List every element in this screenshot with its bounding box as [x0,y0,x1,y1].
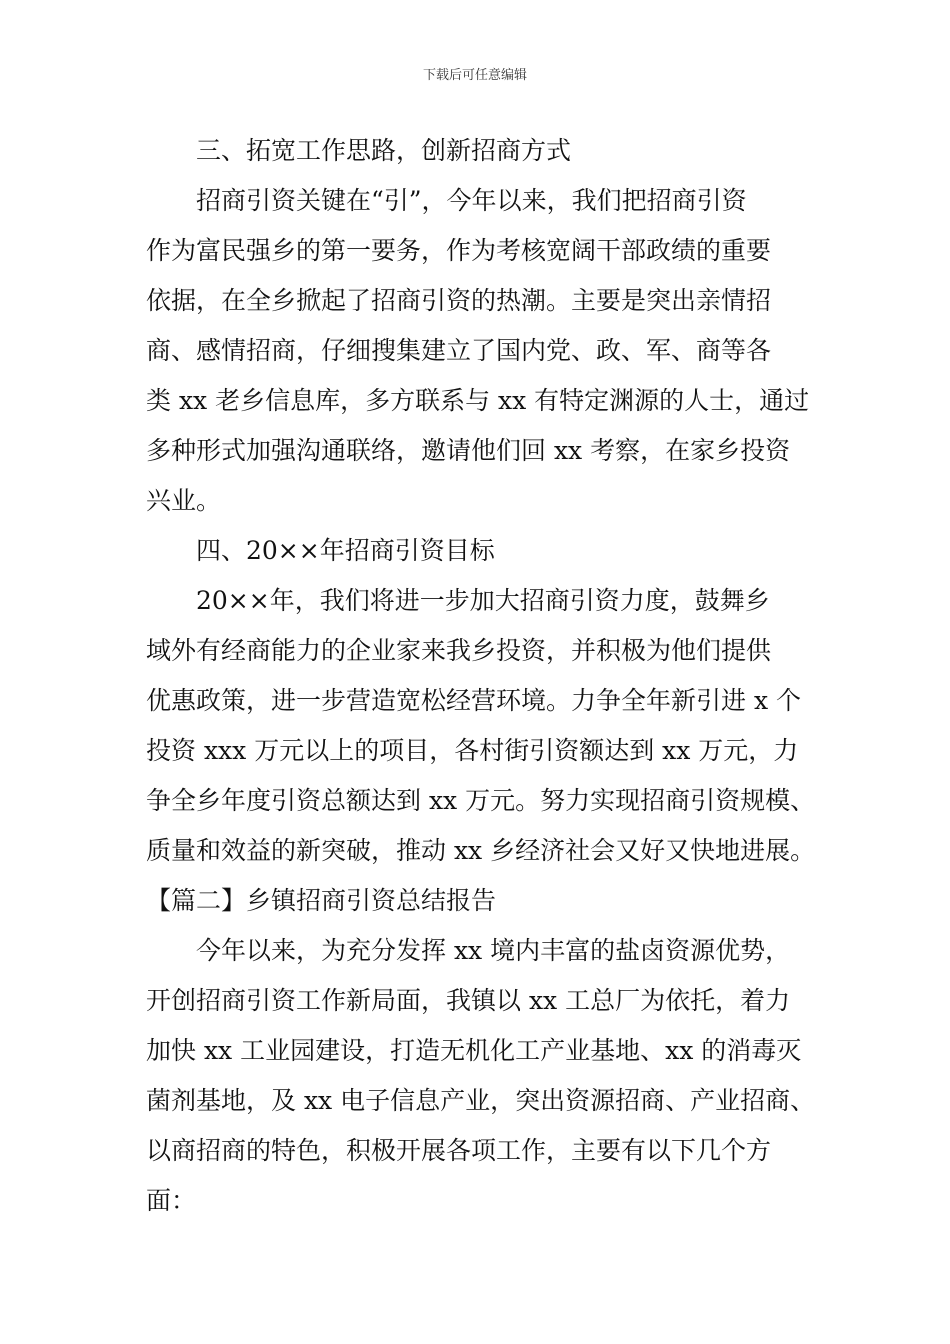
text-line: 兴业。 [146,486,222,515]
text-line: 加快 xx 工业园建设，打造无机化工产业基地、xx 的消毒灭 [146,1036,802,1065]
text-line: 【篇二】乡镇招商引资总结报告 [146,886,497,915]
document-body [146,126,836,1226]
text-line: 投资 xxx 万元以上的项目，各村街引资额达到 xx 万元，力 [146,736,799,765]
text-line: 三、拓宽工作思路，创新招商方式 [196,136,572,165]
text-line: 质量和效益的新突破，推动 xx 乡经济社会又好又快地进展。 [146,836,816,865]
text-line: 今年以来，为充分发挥 xx 境内丰富的盐卤资源优势， [196,936,791,965]
text-line: 20××年，我们将进一步加大招商引资力度，鼓舞乡 [196,586,770,615]
text-line: 依据，在全乡掀起了招商引资的热潮。主要是突出亲情招 [146,286,772,315]
text-line: 招商引资关键在“引”，今年以来，我们把招商引资 [196,186,747,215]
text-line: 作为富民强乡的第一要务，作为考核宽阔干部政绩的重要 [146,236,772,265]
text-line: 四、20××年招商引资目标 [196,536,495,565]
text-line: 以商招商的特色，积极开展各项工作，主要有以下几个方 [146,1136,772,1165]
text-line: 菌剂基地，及 xx 电子信息产业，突出资源招商、产业招商、 [146,1086,816,1115]
text-line: 争全乡年度引资总额达到 xx 万元。努力实现招商引资规模、 [146,786,816,815]
text-line: 优惠政策，进一步营造宽松经营环境。力争全年新引进 x 个 [146,686,801,715]
text-line: 面： [146,1186,197,1215]
text-line: 多种形式加强沟通联络，邀请他们回 xx 考察，在家乡投资 [146,436,791,465]
text-line: 商、感情招商，仔细搜集建立了国内党、政、军、商等各 [146,336,772,365]
text-line: 开创招商引资工作新局面，我镇以 xx 工总厂为依托，着力 [146,986,791,1015]
text-line: 域外有经商能力的企业家来我乡投资，并积极为他们提供 [146,636,772,665]
page-header-note: 下载后可任意编辑 [422,68,527,83]
text-line: 类 xx 老乡信息库，多方联系与 xx 有特定渊源的人士，通过 [146,386,810,415]
